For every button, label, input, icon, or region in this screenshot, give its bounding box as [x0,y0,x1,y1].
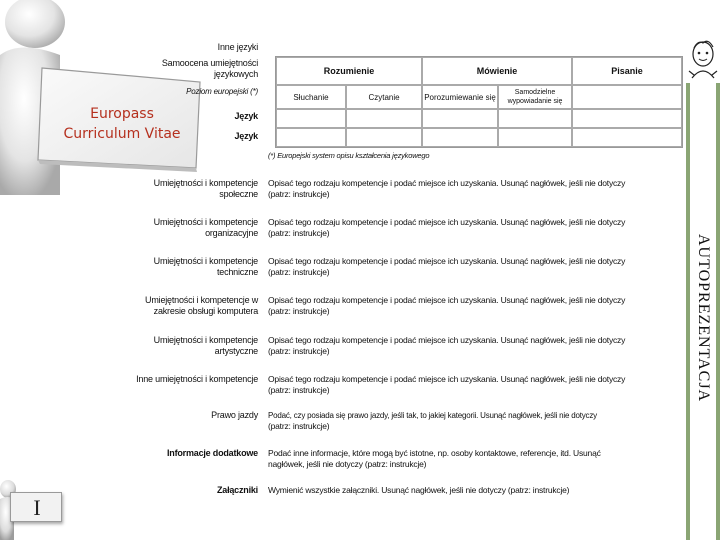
cell-l1-reading [346,109,422,128]
skill-desc-2: (patrz: instrukcje) [268,306,330,316]
attachments-label: Załączniki [216,485,258,495]
europass-sign-illustration [0,0,265,200]
subheader-reading: Czytanie [346,85,422,109]
sign-line-1: Europass [90,106,154,122]
skill-desc-1: Opisać tego rodzaju kompetencje i podać miejsce ich uzyskania. Usunąć nagłówek, jeśli nie dotyczy [268,335,626,345]
european-level-label: Poziom europejski (*) [186,87,258,96]
sign-line-2: Curriculum Vitae [63,126,181,142]
cell-l2-reading [346,128,422,147]
cell-l1-interaction [422,109,498,128]
subheader-interaction: Porozumiewanie się [422,85,498,109]
sidebar [686,83,720,540]
skill-desc-2: (patrz: instrukcje) [268,267,330,277]
skill-desc-2: (patrz: instrukcje) [268,189,330,199]
letter-sign [10,492,62,522]
skill-label-1: Umiejętności i kompetencje [153,256,258,266]
cell-l1-writing [572,109,682,128]
skill-label-1: Inne umiejętności i kompetencje [136,374,258,384]
cell-l2-writing [572,128,682,147]
skill-label-2: społeczne [219,189,258,199]
cartoon-figure-icon [686,38,720,84]
header-speaking: Mówienie [422,57,572,85]
self-assessment-label-1: Samoocena umiejętności [161,58,258,68]
other-languages-label: Inne języki [217,42,258,52]
skill-desc-2: (patrz: instrukcje) [268,385,330,395]
driving-label: Prawo jazdy [211,410,258,420]
self-assessment-label-2: językowych [213,69,258,79]
skill-desc-1: Opisać tego rodzaju kompetencje i podać miejsce ich uzyskania. Usunąć nagłówek, jeśli nie dotyczy [268,178,626,188]
skill-label-2: organizacyjne [205,228,258,238]
subheader-listening: Słuchanie [276,85,346,109]
skill-desc-2: (patrz: instrukcje) [268,228,330,238]
footnote: (*) Europejski system opisu kształcenia językowego [268,151,430,160]
language-label-1: Język [234,111,258,121]
attachments-desc-1: Wymienić wszystkie załączniki. Usunąć nagłówek, jeśli nie dotyczy (patrz: instrukcje) [268,485,570,495]
additional-desc-1: Podać inne informacje, które mogą być istotne, np. osoby kontaktowe, referencje, itd. Usunąć [268,448,601,458]
skill-desc-2: (patrz: instrukcje) [268,346,330,356]
subheader-production: Samodzielne wypowiadanie się [498,85,572,109]
header-writing: Pisanie [572,57,682,85]
language-table [275,56,683,148]
skill-label-2: zakresie obsługi komputera [153,306,258,316]
driving-desc-2: (patrz: instrukcje) [268,421,330,431]
cell-l2-production [498,128,572,147]
subheader-writing-empty [572,85,682,109]
skill-label-1: Umiejętności i kompetencje [153,335,258,345]
sign-letter: I [33,495,41,520]
skill-label-2: techniczne [216,267,258,277]
skill-label-1: Umiejętności i kompetencje w [145,295,258,305]
additional-label: Informacje dodatkowe [166,448,258,458]
skill-label-1: Umiejętności i kompetencje [153,178,258,188]
skill-desc-1: Opisać tego rodzaju kompetencje i podać miejsce ich uzyskania. Usunąć nagłówek, jeśli nie dotyczy [268,374,626,384]
cell-l2-interaction [422,128,498,147]
header-understanding: Rozumienie [276,57,422,85]
skill-desc-1: Opisać tego rodzaju kompetencje i podać miejsce ich uzyskania. Usunąć nagłówek, jeśli nie dotyczy [268,256,626,266]
cell-l1-listening [276,109,346,128]
skill-label-1: Umiejętności i kompetencje [153,217,258,227]
skill-desc-1: Opisać tego rodzaju kompetencje i podać miejsce ich uzyskania. Usunąć nagłówek, jeśli nie dotyczy [268,217,626,227]
skill-label-2: artystyczne [214,346,258,356]
additional-desc-2: nagłówek, jeśli nie dotyczy (patrz: instrukcje) [268,459,427,469]
skill-desc-1: Opisać tego rodzaju kompetencje i podać miejsce ich uzyskania. Usunąć nagłówek, jeśli nie dotyczy [268,295,626,305]
cell-l1-production [498,109,572,128]
sidebar-title: AUTOPREZENTACJA [695,233,712,403]
language-label-2: Język [234,131,258,141]
driving-desc-1: Podać, czy posiada się prawo jazdy, jeśli tak, to jakiej kategorii. Usunąć nagłówek, jeśli nie dotyczy [268,411,597,420]
sign-text [52,104,192,144]
cell-l2-listening [276,128,346,147]
